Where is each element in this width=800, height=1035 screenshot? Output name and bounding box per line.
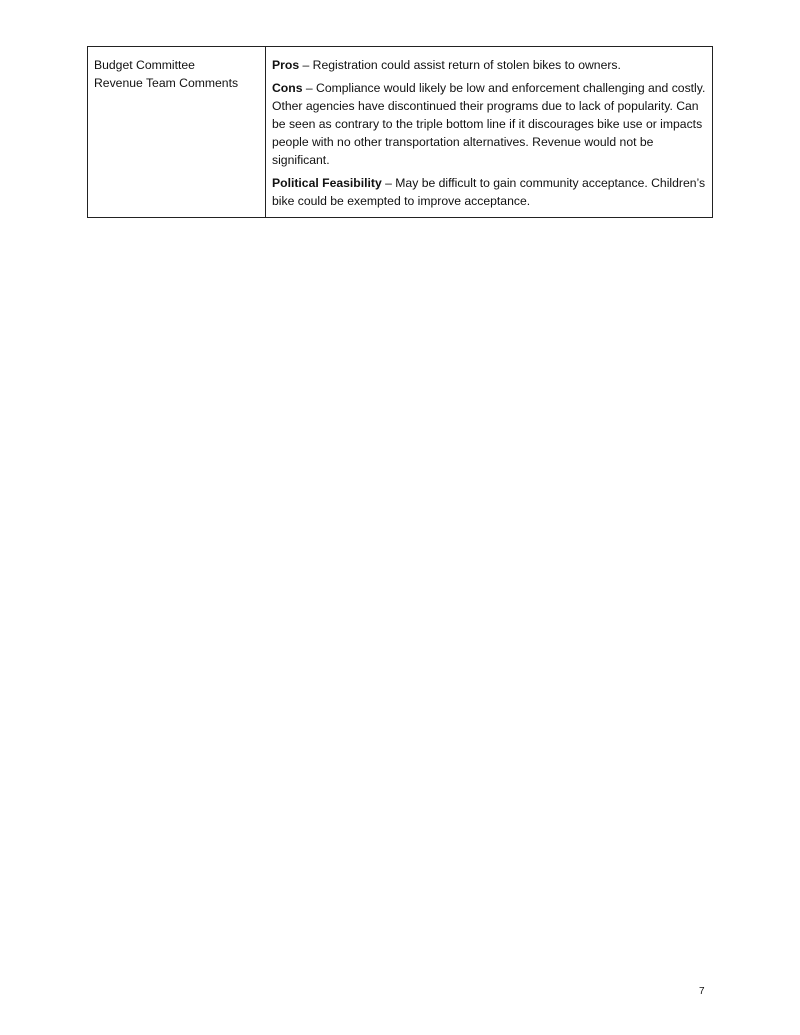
page-number: 7 xyxy=(699,986,705,997)
pros-paragraph xyxy=(272,56,706,74)
cons-paragraph xyxy=(272,79,706,169)
table-row xyxy=(88,47,713,218)
row-label-line-1: Budget Committee xyxy=(94,58,195,72)
political-feasibility-text: – May be difficult to gain community acceptance. Children’s bike could be exempted to improve acceptance. xyxy=(272,176,706,208)
row-label-cell xyxy=(88,47,266,218)
revenue-comments-table xyxy=(87,46,713,218)
political-feasibility-label: Political Feasibility xyxy=(272,176,382,190)
cons-text: – Compliance would likely be low and enforcement challenging and costly. Other agencies have discontinued their programs due to lack of popularity. Can be seen as contrary to the triple bottom line if it discourages bike use or impacts people with no other transportation alternatives. Revenue would not be significant. xyxy=(272,81,706,167)
pros-label: Pros xyxy=(272,58,300,72)
cons-label: Cons xyxy=(272,81,303,95)
row-label-line-2: Revenue Team Comments xyxy=(94,76,239,90)
pros-text: – Registration could assist return of stolen bikes to owners. xyxy=(299,58,621,72)
comments-cell xyxy=(266,47,713,218)
political-feasibility-paragraph xyxy=(272,174,706,210)
